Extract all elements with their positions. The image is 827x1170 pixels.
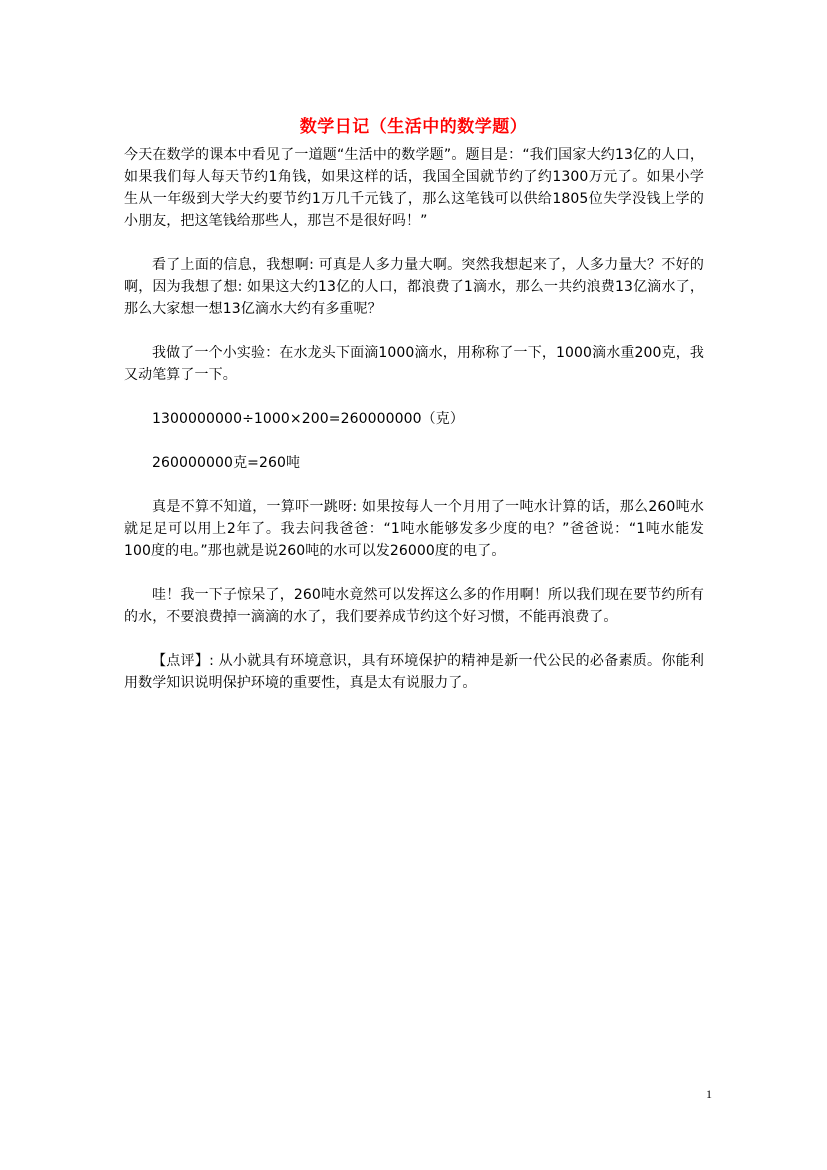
paragraph-conversion: 260000000克=260吨 xyxy=(152,455,301,471)
paragraph-comment: 【点评】: 从小就具有环境意识，具有环境保护的精神是新一代公民的必备素质。你能利用数学知识说明保护环境的重要性，真是太有说服力了。 xyxy=(124,653,704,691)
paragraph-experiment: 我做了一个小实验：在水龙头下面滴1000滴水，用称称了一下，1000滴水重200克，我又动笔算了一下。 xyxy=(124,345,704,383)
page-title: 数学日记（生活中的数学题） xyxy=(299,117,528,137)
page-number: 1 xyxy=(706,1087,712,1101)
document-body xyxy=(124,144,704,716)
paragraph-formula: 1300000000÷1000×200=260000000（克） xyxy=(152,411,464,427)
paragraph-intro: 今天在数学的课本中看见了一道题“生活中的数学题”。题目是：“我们国家大约13亿的人口，如果我们每人每天节约1角钱，如果这样的话，我国全国就节约了约1300万元了。如果小学生从一年级到大学大约要节约1万几千元钱了，那么这笔钱可以供给1805位失学没钱上学的小朋友，把这笔钱给那些人，那岂不是很好吗！” xyxy=(124,147,704,229)
paragraph-conclusion: 哇！我一下子惊呆了，260吨水竟然可以发挥这么多的作用啊！所以我们现在要节约所有的水，不要浪费掉一滴滴的水了，我们要养成节约这个好习惯，不能再浪费了。 xyxy=(124,587,704,625)
paragraph-calculation: 真是不算不知道，一算吓一跳呀: 如果按每人一个月用了一吨水计算的话，那么260吨水就足足可以用上2年了。我去问我爸爸：“1吨水能够发多少度的电？”爸爸说：“1吨水能发100度的电。”那也就是说260吨的水可以发26000度的电了。 xyxy=(124,499,704,559)
paragraph-thought: 看了上面的信息，我想啊: 可真是人多力量大啊。突然我想起来了，人多力量大？不好的啊，因为我想了想: 如果这大约13亿的人口，都浪费了1滴水，那么一共约浪费13亿滴水了，那么大家想一想13亿滴水大约有多重呢？ xyxy=(124,257,704,317)
